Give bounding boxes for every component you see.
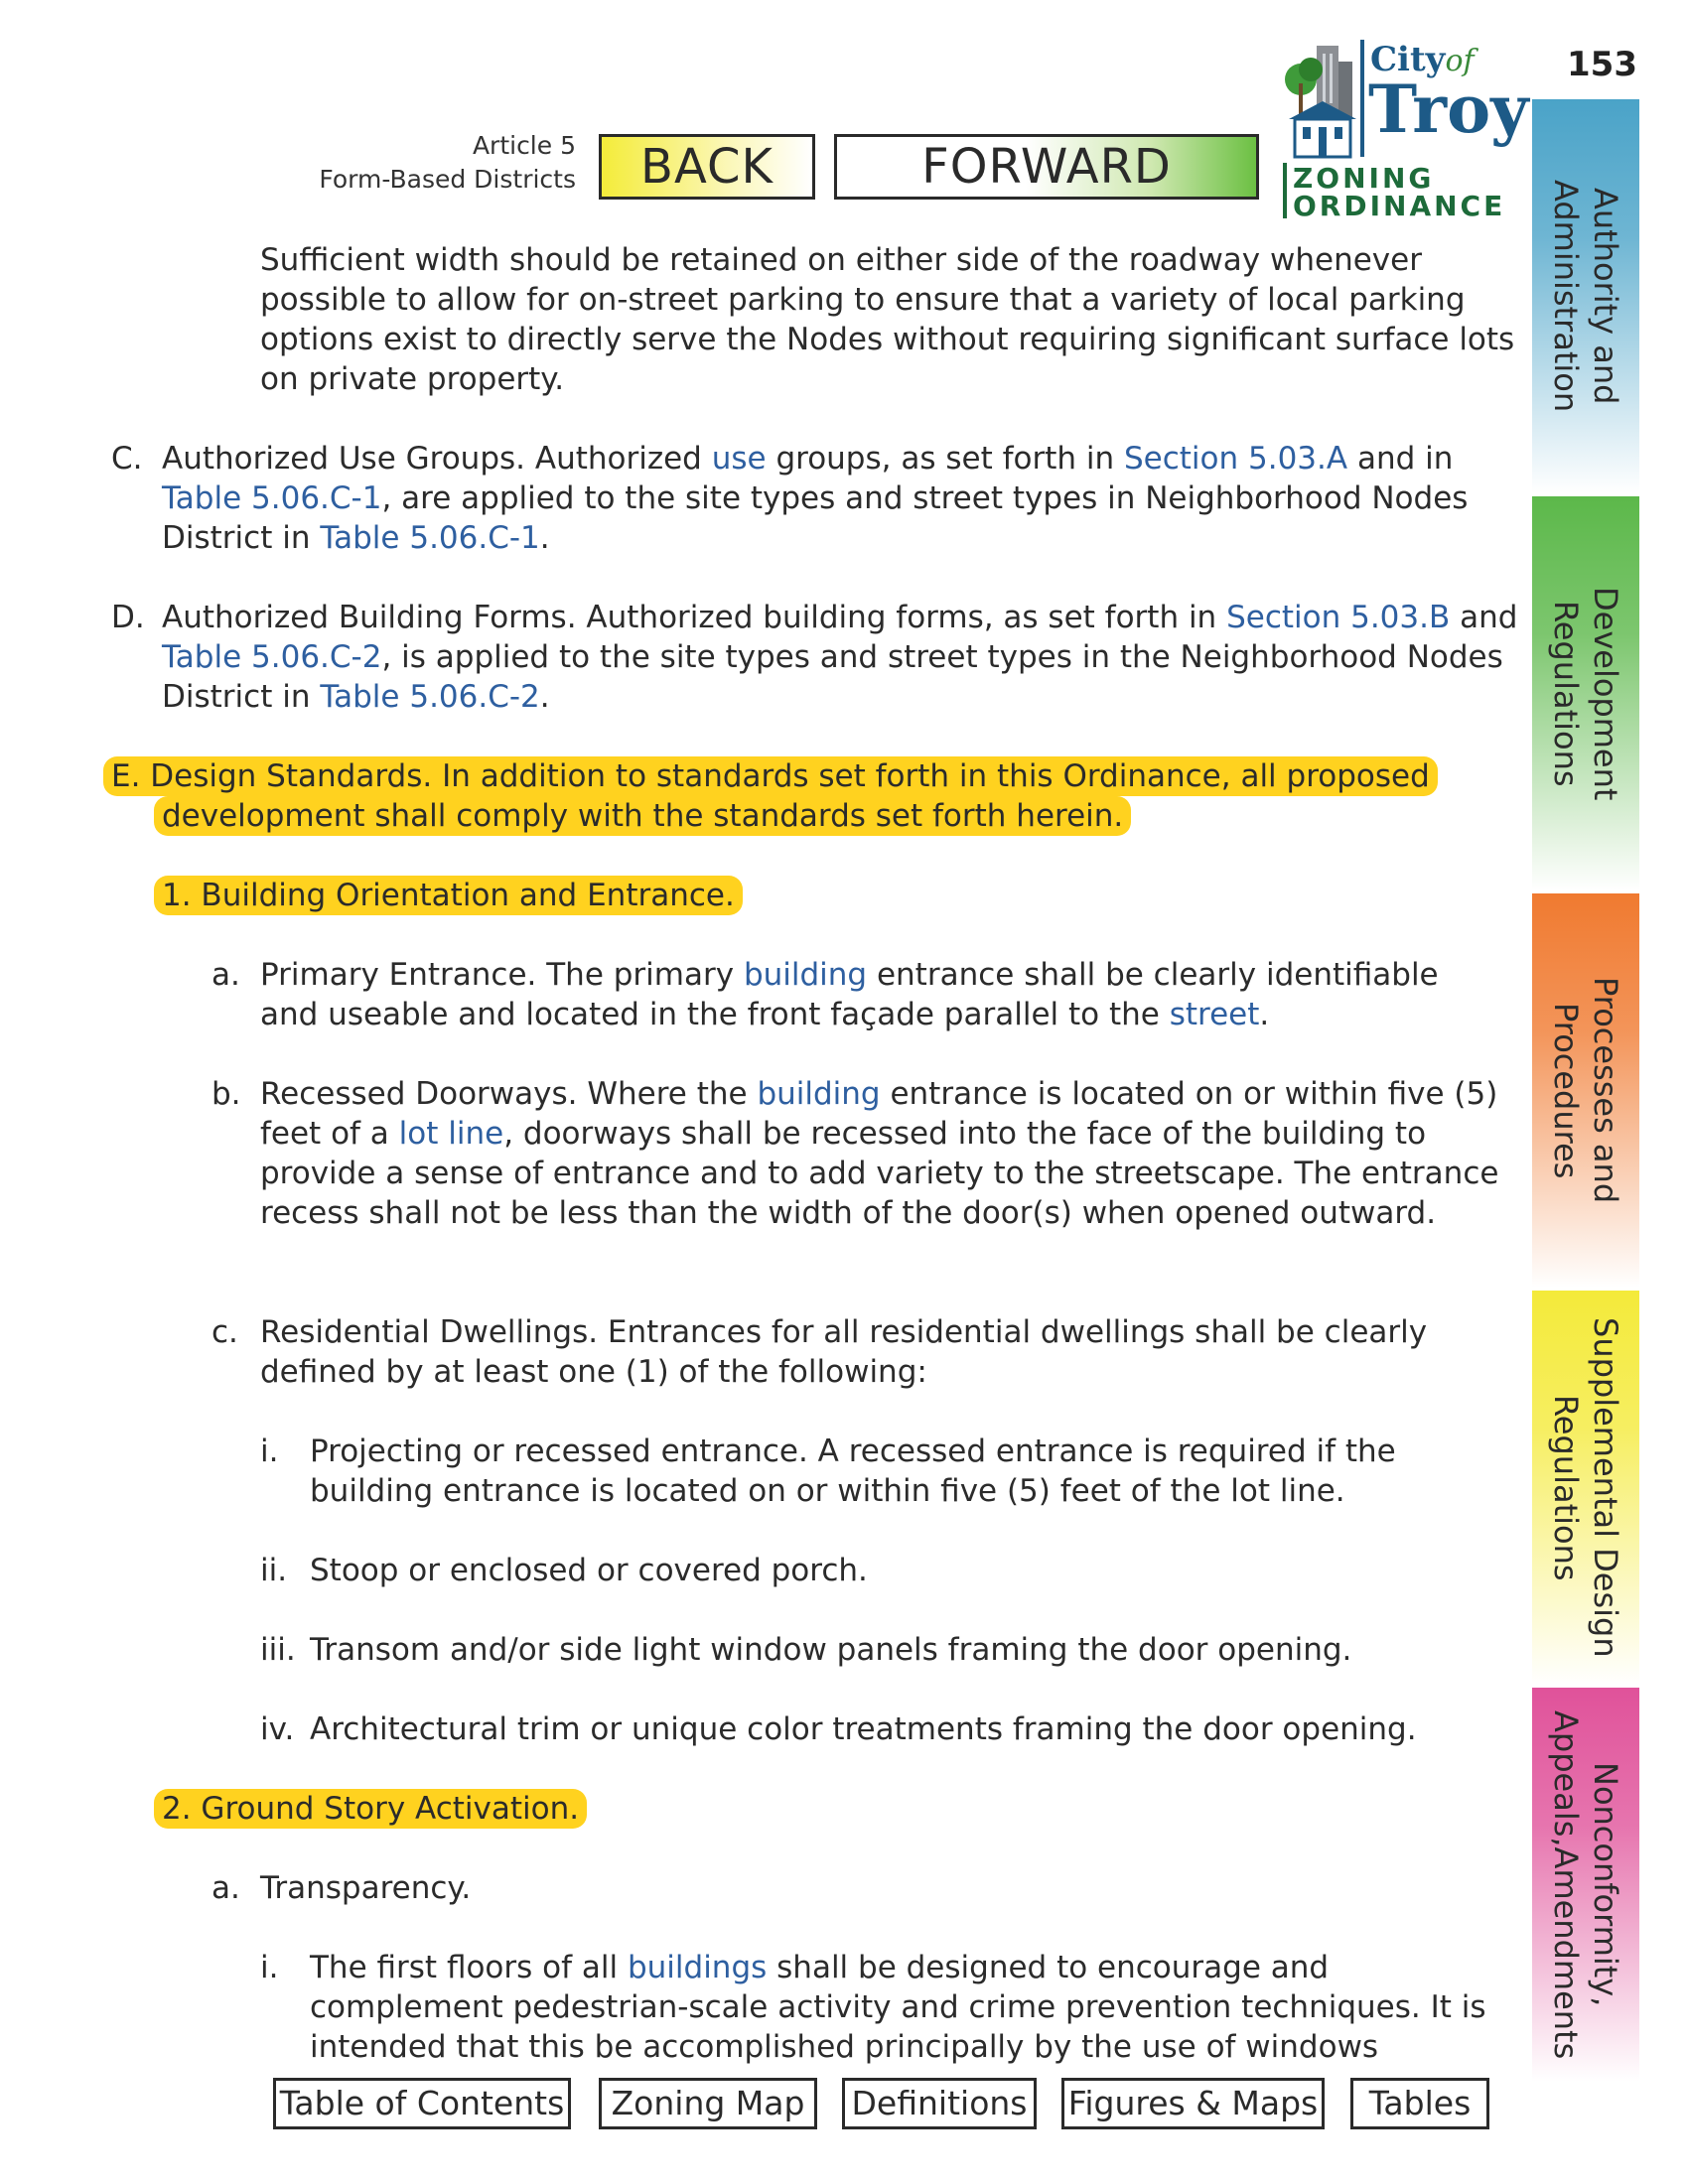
- article-title: Form-Based Districts: [319, 165, 576, 194]
- building-link[interactable]: building: [743, 957, 868, 993]
- logo-troy: Troy: [1368, 70, 1529, 148]
- subsection-1-title: 1. Building Orientation and Entrance.: [154, 876, 743, 915]
- item-1c-marker: c.: [211, 1314, 238, 1350]
- text-span: Primary Entrance. The primary: [260, 957, 744, 993]
- tab-label: Supplemental Design Regulations: [1547, 1317, 1624, 1658]
- item-1b-text: [260, 1074, 1506, 1233]
- subsection-2-heading: [154, 1789, 587, 1829]
- item-1a-text: [260, 955, 1491, 1034]
- table-5-06-c-2-link[interactable]: Table 5.06.C-2: [320, 679, 540, 715]
- text-span: .: [1259, 997, 1270, 1032]
- back-button[interactable]: BACK: [599, 134, 815, 200]
- section-e-heading: [103, 756, 1438, 796]
- logo-bar: [1283, 163, 1287, 218]
- tables-button[interactable]: Tables: [1350, 2078, 1489, 2129]
- section-e-heading-cont: [154, 796, 1131, 836]
- section-5-03-a-link[interactable]: Section 5.03.A: [1123, 441, 1348, 477]
- tab-processes-procedures[interactable]: [1532, 893, 1639, 1288]
- tab-label: Nonconformity, Appeals,Amendments: [1547, 1709, 1624, 2060]
- item-1c-text: Residential Dwellings. Entrances for all residential dwellings shall be clearly defined by at least one (1) of the following:: [260, 1314, 1428, 1390]
- item-2a-marker: a.: [211, 1870, 240, 1906]
- figures-maps-button[interactable]: Figures & Maps: [1061, 2078, 1325, 2129]
- roman-iii-marker: iii.: [260, 1632, 296, 1668]
- item-2ai-marker: i.: [260, 1950, 279, 1985]
- text-span: .: [539, 679, 550, 715]
- tab-label: Processes and Procedures: [1547, 977, 1624, 1204]
- text-span: , are applied to the site types and street types in Neighborhood Nodes District in: [162, 480, 1469, 556]
- intro-paragraph: Sufficient width should be retained on either side of the roadway whenever possible to allow for on-street parking to ensure that a variety of local parking options exist to directly serve the Nodes without requiring significant surface lots on private property.: [260, 242, 1515, 397]
- text-span: The first floors of all: [310, 1950, 628, 1985]
- logo-zoning: ZONING: [1293, 162, 1435, 195]
- definitions-button[interactable]: Definitions: [842, 2078, 1037, 2129]
- item-2a-text: Transparency.: [260, 1870, 472, 1906]
- tab-development-regulations[interactable]: [1532, 496, 1639, 890]
- section-e-line2: development shall comply with the standards set forth herein.: [154, 796, 1131, 836]
- roman-iv-marker: iv.: [260, 1711, 295, 1747]
- tab-label: Authority and Administration: [1547, 180, 1624, 413]
- text-span: , doorways shall be recessed into the face of the building to provide a sense of entrance and to add variety to the streetscape. The entrance recess shall not be less than the width of the door(s) when opened outward.: [260, 1116, 1499, 1231]
- use-link[interactable]: use: [711, 441, 767, 477]
- text-span: , is applied to the site types and street types in the Neighborhood Nodes District in: [162, 639, 1503, 715]
- roman-iii-text: Transom and/or side light window panels framing the door opening.: [310, 1632, 1352, 1668]
- table-5-06-c-1-link[interactable]: Table 5.06.C-1: [162, 480, 382, 516]
- section-5-03-b-link[interactable]: Section 5.03.B: [1226, 600, 1451, 635]
- text-span: entrance shall be clearly identifiable and useable and located in the front façade parallel to the: [260, 957, 1439, 1032]
- subsection-1-heading: [154, 876, 743, 915]
- logo-of: of: [1445, 44, 1475, 78]
- city-skyline-icon: [1283, 40, 1362, 159]
- table-of-contents-button[interactable]: Table of Contents: [273, 2078, 571, 2129]
- item-1b-marker: b.: [211, 1076, 241, 1112]
- text-span: groups, as set forth in: [766, 441, 1124, 477]
- forward-button[interactable]: FORWARD: [834, 134, 1259, 200]
- tab-nonconformity-appeals-amendments[interactable]: [1532, 1688, 1639, 2082]
- section-d-marker: D.: [111, 600, 145, 635]
- city-of-troy-logo: [1283, 40, 1529, 228]
- logo-divider: [1360, 40, 1364, 157]
- roman-i-text: Projecting or recessed entrance. A recessed entrance is required if the building entrance is located on or within five (5) feet of the lot line.: [310, 1433, 1396, 1509]
- zoning-map-button[interactable]: Zoning Map: [599, 2078, 817, 2129]
- subsection-2-title: 2. Ground Story Activation.: [154, 1789, 587, 1829]
- item-1a-marker: a.: [211, 957, 240, 993]
- page-number: 153: [1567, 45, 1637, 84]
- text-span: and: [1450, 600, 1518, 635]
- tab-authority-administration[interactable]: [1532, 99, 1639, 493]
- roman-ii-text: Stoop or enclosed or covered porch.: [310, 1553, 868, 1588]
- article-heading: [319, 129, 576, 197]
- section-d-text: [162, 598, 1522, 717]
- text-span: Authorized Building Forms. Authorized building forms, as set forth in: [162, 600, 1227, 635]
- text-span: Authorized Use Groups. Authorized: [162, 441, 712, 477]
- table-5-06-c-1-link[interactable]: Table 5.06.C-1: [320, 520, 540, 556]
- section-c-marker: C.: [111, 441, 143, 477]
- text-span: shall be designed to encourage and complement pedestrian-scale activity and crime prevention techniques. It is intended that this be accomplished principally by the use of windows: [310, 1950, 1486, 2065]
- logo-ordinance: ORDINANCE: [1293, 190, 1506, 222]
- table-5-06-c-2-link[interactable]: Table 5.06.C-2: [162, 639, 382, 675]
- roman-ii-marker: ii.: [260, 1553, 288, 1588]
- building-link[interactable]: building: [757, 1076, 881, 1112]
- text-span: entrance is located on or within five (5) feet of a: [260, 1076, 1498, 1152]
- tab-supplemental-design-regulations[interactable]: [1532, 1291, 1639, 1685]
- text-span: .: [539, 520, 550, 556]
- roman-iv-text: Architectural trim or unique color treatments framing the door opening.: [310, 1711, 1417, 1747]
- logo-city: City: [1370, 40, 1446, 79]
- item-2ai-text: [310, 1948, 1491, 2067]
- text-span: Recessed Doorways. Where the: [260, 1076, 758, 1112]
- roman-i-marker: i.: [260, 1433, 279, 1469]
- text-span: and in: [1347, 441, 1454, 477]
- article-number: Article 5: [472, 131, 576, 160]
- section-e-line1: E. Design Standards. In addition to standards set forth in this Ordinance, all proposed: [103, 756, 1438, 796]
- tab-label: Development Regulations: [1547, 586, 1624, 801]
- lot-line-link[interactable]: lot line: [398, 1116, 504, 1152]
- buildings-link[interactable]: buildings: [627, 1950, 768, 1985]
- section-c-text: [162, 439, 1524, 558]
- street-link[interactable]: street: [1169, 997, 1260, 1032]
